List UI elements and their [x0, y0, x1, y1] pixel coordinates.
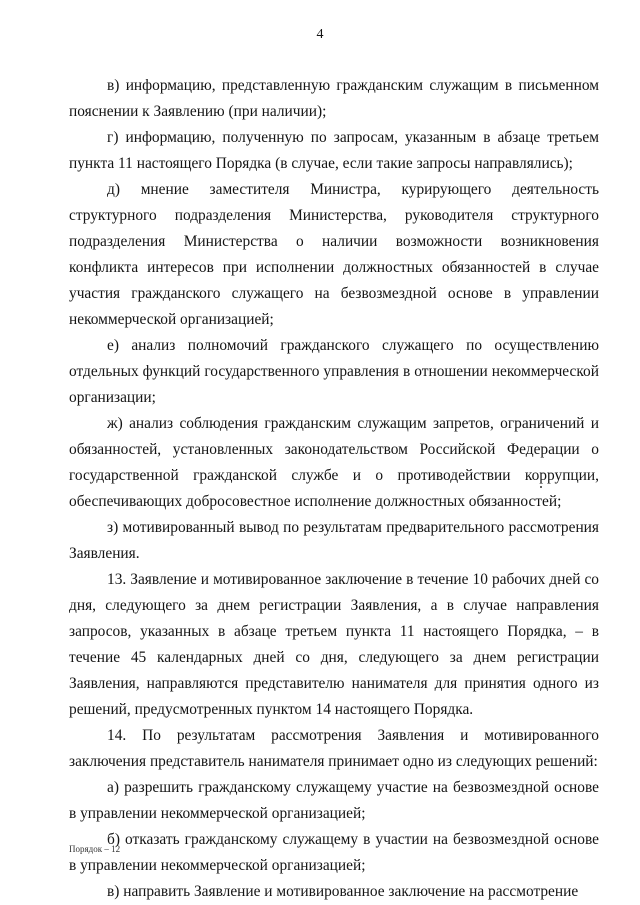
paragraph-item-z: з) мотивированный вывод по результатам предварительного рассмотрения Заявления. [69, 519, 599, 562]
page-number: 4 [316, 27, 324, 42]
paragraph-item-v-2: в) направить Заявление и мотивированное заключение на рассмотрение [107, 883, 579, 900]
paragraph-item-d: д) мнение заместителя Министра, курирующего деятельность структурного подразделения Министерства, руководителя структурного подразделения Министерства о наличии возможности возникновения конфликта интересов при исполнении должностных обязанностей в случае участия гражданского служащего на безвозмездной основе в управлении некоммерческой организацией; [69, 181, 599, 328]
paragraph-item-v: в) информацию, представленную гражданским служащим в письменном пояснении к Заявлению (при наличии); [69, 77, 599, 120]
paragraph-item-zh: ж) анализ соблюдения гражданским служащим запретов, ограничений и обязанностей, установленных законодательством Российской Федерации о государственной гражданской службе и о противодействии коррупции, обеспечивающих добросовестное исполнение должностных обязанностей; [69, 415, 599, 510]
scan-speck [540, 486, 542, 488]
document-body [69, 73, 599, 905]
paragraph-clause-14: 14. По результатам рассмотрения Заявления и мотивированного заключения представитель нанимателя принимает одно из следующих решений: [69, 727, 599, 770]
paragraph-clause-13: 13. Заявление и мотивированное заключение в течение 10 рабочих дней со дня, следующего за днем регистрации Заявления, а в случае направления запросов, указанных в абзаце третьем пункта 11 настоящего Порядка, – в течение 45 календарных дней со дня, следующего за днем регистрации Заявления, направляются представителю нанимателя для принятия одного из решений, предусмотренных пунктом 14 настоящего Порядка. [69, 571, 599, 718]
paragraph-item-g: г) информацию, полученную по запросам, указанным в абзаце третьем пункта 11 настоящего Порядка (в случае, если такие запросы направлялись); [69, 129, 599, 172]
footer-label: Порядок – 12 [69, 844, 121, 854]
paragraph-item-a: а) разрешить гражданскому служащему участие на безвозмездной основе в управлении некоммерческой организацией; [69, 779, 599, 822]
paragraph-item-e: е) анализ полномочий гражданского служащего по осуществлению отдельных функций государственного управления в отношении некоммерческой организации; [69, 337, 599, 406]
paragraph-item-b: б) отказать гражданскому служащему в участии на безвозмездной основе в управлении некоммерческой организацией; [69, 831, 599, 874]
